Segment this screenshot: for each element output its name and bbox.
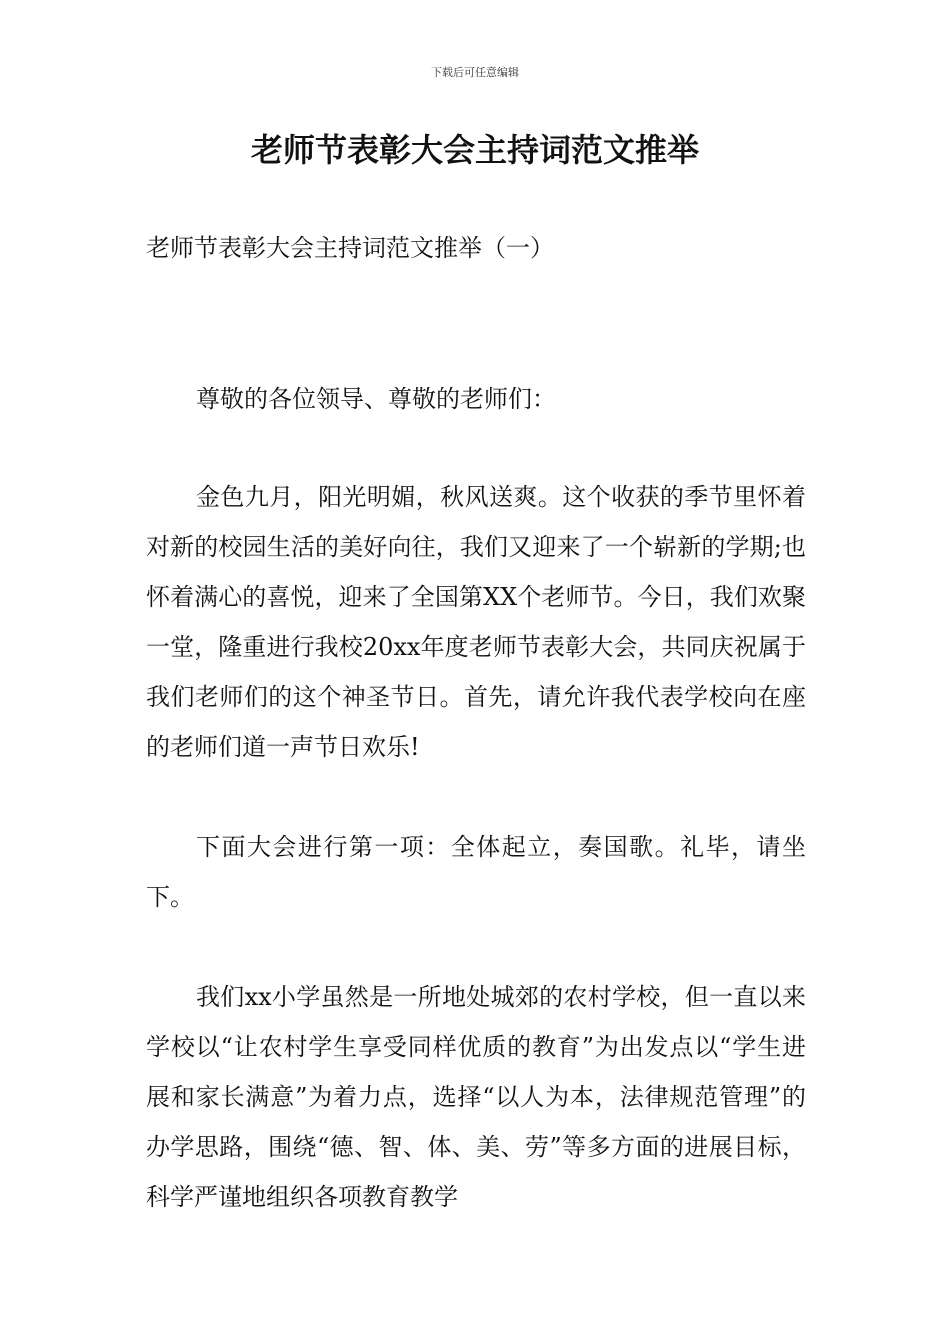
header-note: 下载后可任意编辑 bbox=[431, 66, 519, 79]
paragraph-greeting: 尊敬的各位领导、尊敬的老师们： bbox=[196, 385, 556, 413]
paragraph-anthem: 下面大会进行第一项：全体起立，奏国歌。礼毕，请坐下。 bbox=[146, 833, 806, 911]
paragraph-intro: 金色九月，阳光明媚，秋风送爽。这个收获的季节里怀着对新的校园生活的美好向往，我们又迎来了一个崭新的学期;也怀着满心的喜悦，迎来了全国第XX个老师节。今日，我们欢聚一堂，隆重进行我校20xx年度老师节表彰大会，共同庆祝属于我们老师们的这个神圣节日。首先，请允许我代表学校向在座的老师们道一声节日欢乐! bbox=[146, 483, 806, 761]
document-title: 老师节表彰大会主持词范文推举 bbox=[250, 131, 699, 169]
document-subtitle: 老师节表彰大会主持词范文推举（一） bbox=[146, 234, 554, 262]
paragraph-school: 我们xx小学虽然是一所地处城郊的农村学校，但一直以来学校以“让农村学生享受同样优质的教育”为出发点以“学生进展和家长满意”为着力点，选择“以人为本，法律规范管理”的办学思路，围绕“德、智、体、美、劳”等多方面的进展目标，科学严谨地组织各项教育教学 bbox=[146, 983, 806, 1211]
